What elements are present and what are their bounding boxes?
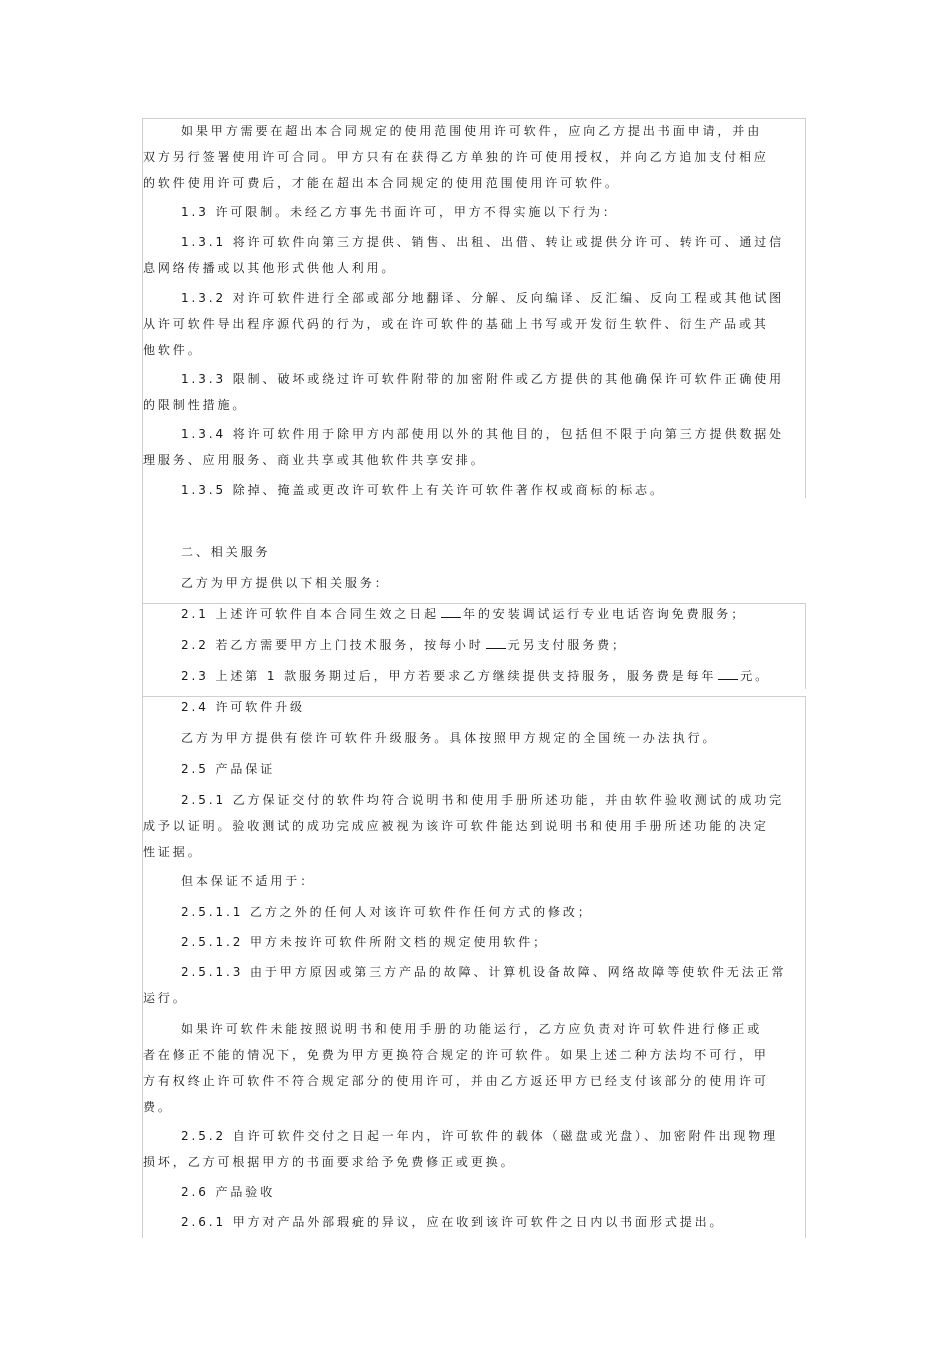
clause-2-4-title: 2.4 许可软件升级 bbox=[181, 700, 305, 714]
clause-2-5-1-1: 2.5.1.1 乙方之外的任何人对该许可软件作任何方式的修改； bbox=[181, 905, 593, 919]
section-2-title: 二、相关服务 bbox=[181, 545, 271, 559]
clause-2-5-1-2: 2.5.1.2 甲方未按许可软件所附文档的规定使用软件； bbox=[181, 935, 548, 949]
blank-field bbox=[718, 666, 738, 680]
clause-2-5-title: 2.5 产品保证 bbox=[181, 762, 276, 776]
clause-2-6-title: 2.6 产品验收 bbox=[181, 1185, 276, 1199]
clause-1-3-4: 1.3.4 将许可软件用于除甲方内部使用以外的其他目的，包括但不限于向第三方提供数据处 理服务、应用服务、商业共享或其他软件共享安排。 bbox=[143, 427, 785, 467]
clause-2-5-1: 2.5.1 乙方保证交付的软件均符合说明书和使用手册所述功能，并由软件验收测试的成功完 成予以证明。验收测试的成功完成应被视为该许可软件能达到说明书和使用手册所述功能的决定 性证据。 bbox=[143, 793, 785, 859]
section-2-lead: 乙方为甲方提供以下相关服务： bbox=[181, 576, 390, 590]
clause-1-3: 1.3 许可限制。未经乙方事先书面许可，甲方不得实施以下行为： bbox=[181, 205, 618, 219]
exclusion-lead: 但本保证不适用于： bbox=[181, 874, 316, 888]
clause-2-1: 2.1 上述许可软件自本合同生效之日起 年的安装调试运行专业电话咨询免费服务； bbox=[143, 601, 805, 627]
clause-2-2: 2.2 若乙方需要甲方上门技术服务，按每小时 元另支付服务费； bbox=[143, 632, 805, 658]
clause-2-4-body: 乙方为甲方提供有偿许可软件升级服务。具体按照甲方规定的全国统一办法执行。 bbox=[181, 731, 718, 745]
clause-1-3-2: 1.3.2 对许可软件进行全部或部分地翻译、分解、反向编译、反汇编、反向工程或其他试图 从许可软件导出程序源代码的行为，或在许可软件的基础上书写或开发衍生软件、衍生产品或其 他软件。 bbox=[143, 291, 785, 357]
border-right-mid bbox=[805, 603, 806, 689]
clause-1-3-5: 1.3.5 除掉、掩盖或更改许可软件上有关许可软件著作权或商标的标志。 bbox=[181, 483, 665, 497]
clause-1-3-1: 1.3.1 将许可软件向第三方提供、销售、出租、出借、转让或提供分许可、转许可、通过信 息网络传播或以其他形式供他人利用。 bbox=[143, 235, 785, 275]
remedy-paragraph: 如果许可软件未能按照说明书和使用手册的功能运行，乙方应负责对许可软件进行修正或 者在修正不能的情况下，免费为甲方更换符合规定的许可软件。如果上述二种方法均不可行，甲 方有权终止许可软件不符合规定部分的使用许可，并由乙方返还甲方已经支付该部分的使用许可 费。 bbox=[143, 1022, 769, 1114]
blank-field bbox=[486, 635, 506, 649]
border-right-top bbox=[805, 118, 806, 498]
intro-paragraph: 如果甲方需要在超出本合同规定的使用范围使用许可软件，应向乙方提出书面申请，并由 双方另行签署使用许可合同。甲方只有在获得乙方单独的许可使用授权，并向乙方追加支付相应 的软件使用许可费后，才能在超出本合同规定的使用范围使用许可软件。 bbox=[143, 124, 769, 190]
border-right-bottom bbox=[805, 697, 806, 1238]
clause-1-3-3: 1.3.3 限制、破坏或绕过许可软件附带的加密附件或乙方提供的其他确保许可软件正确使用 的限制性措施。 bbox=[143, 372, 785, 412]
blank-field bbox=[441, 604, 461, 618]
clause-2-3: 2.3 上述第 1 款服务期过后，甲方若要求乙方继续提供支持服务，服务费是每年 元。 bbox=[143, 663, 805, 689]
clause-2-6-1: 2.6.1 甲方对产品外部瑕疵的异议，应在收到该许可软件之日内以书面形式提出。 bbox=[181, 1215, 725, 1229]
clause-2-5-1-3: 2.5.1.3 由于甲方原因或第三方产品的故障、计算机设备故障、网络故障等使软件无法正常 运行。 bbox=[143, 965, 787, 1005]
clause-2-5-2: 2.5.2 自许可软件交付之日起一年内，许可软件的载体（磁盘或光盘）、加密附件出现物理 损坏，乙方可根据甲方的书面要求给予免费修正或更换。 bbox=[143, 1129, 779, 1169]
